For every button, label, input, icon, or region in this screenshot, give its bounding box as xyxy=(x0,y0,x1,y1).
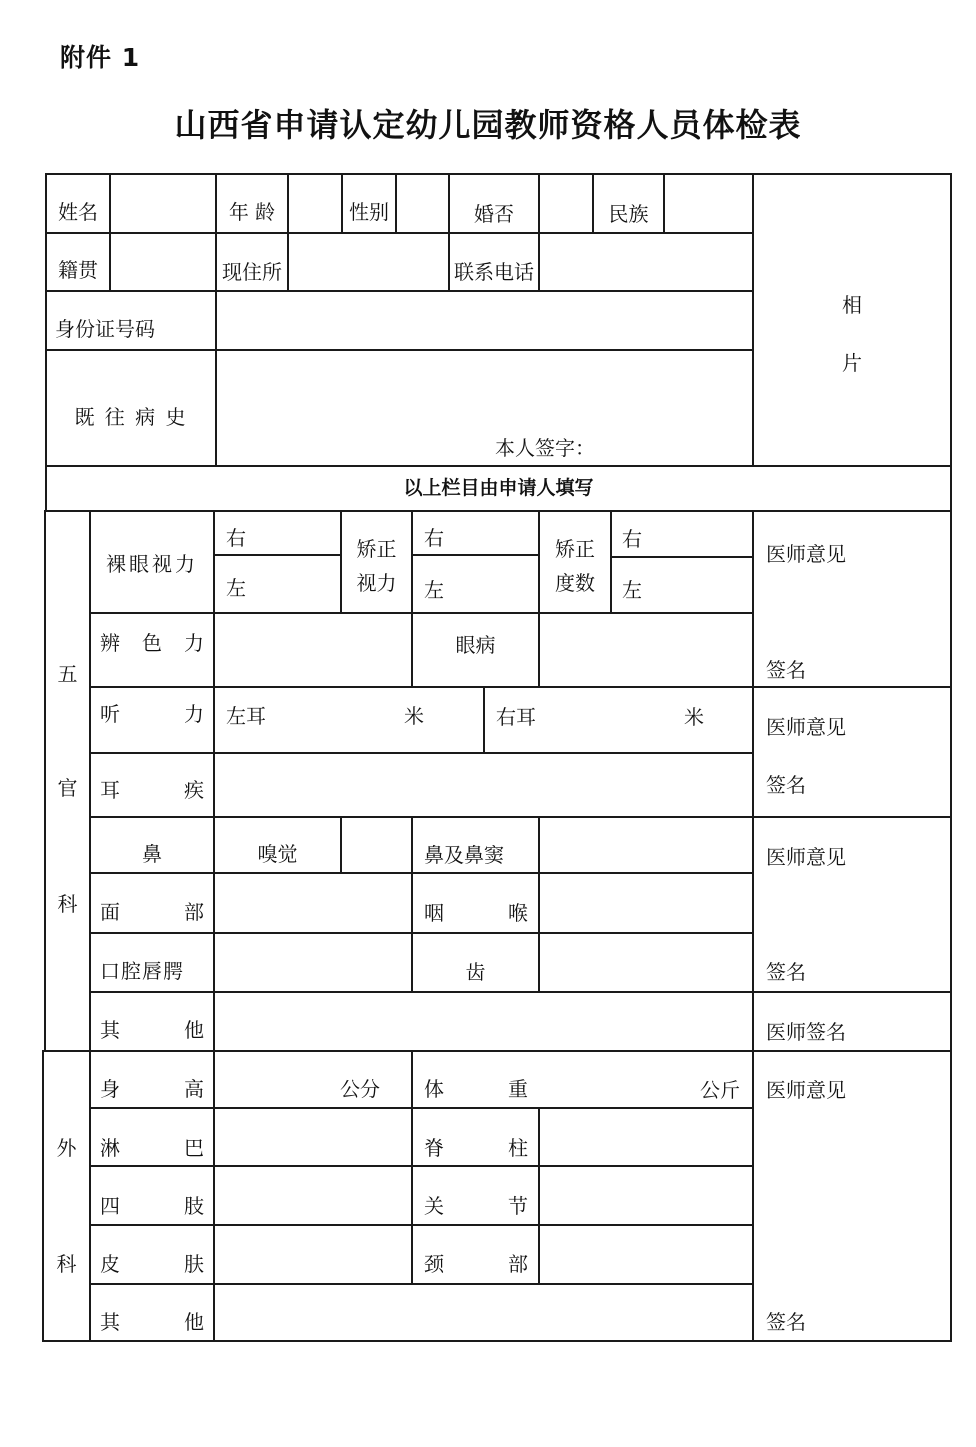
height-label xyxy=(100,1077,204,1101)
nose-doctor-opinion-label: 医师意见 xyxy=(766,845,846,869)
vision-doctor-sign-label: 签名 xyxy=(766,658,806,682)
skin-label xyxy=(100,1252,204,1276)
weight-char-2: 重 xyxy=(508,1077,528,1101)
age-label: 年 龄 xyxy=(228,200,276,224)
corrected-vision-label-2: 视力 xyxy=(356,571,397,595)
waike-other-char-1: 其 xyxy=(100,1310,120,1334)
other-doctor-sign-label: 医师签名 xyxy=(766,1020,846,1044)
color-vision-char-2: 色 xyxy=(142,631,162,655)
wuguan-other-char-2: 他 xyxy=(184,1018,204,1042)
lymph-label xyxy=(100,1136,204,1160)
eye-disease-label: 眼病 xyxy=(455,633,496,657)
joints-label xyxy=(424,1194,528,1218)
waike-label-1: 外 xyxy=(56,1136,77,1160)
degree-right-label: 右 xyxy=(622,527,642,551)
lymph-char-1: 淋 xyxy=(100,1136,120,1160)
teeth-label: 齿 xyxy=(465,960,486,984)
medical-history-label: 既 往 病 史 xyxy=(74,405,188,429)
hearing-char-2: 力 xyxy=(184,702,204,726)
corrected-degree-label-2: 度数 xyxy=(555,571,595,595)
degree-left-label: 左 xyxy=(622,578,642,602)
corrected-vision-label-1: 矫正 xyxy=(356,537,397,561)
native-place-label: 籍贯 xyxy=(58,258,98,282)
neck-label xyxy=(424,1252,528,1276)
corrected-degree-label-1: 矫正 xyxy=(555,537,595,561)
color-vision-char-1: 辨 xyxy=(100,631,120,655)
marital-label: 婚否 xyxy=(474,202,514,226)
face-label xyxy=(100,900,204,924)
wuguan-label-3: 科 xyxy=(57,892,78,916)
height-unit-label: 公分 xyxy=(340,1077,380,1101)
nose-doctor-sign-label: 签名 xyxy=(766,960,806,984)
lymph-char-2: 巴 xyxy=(184,1136,204,1160)
weight-unit-label: 公斤 xyxy=(700,1078,740,1102)
neck-char-2: 部 xyxy=(508,1252,528,1276)
wuguan-other-label xyxy=(100,1018,204,1042)
naked-left-label: 左 xyxy=(226,576,246,600)
throat-char-1: 咽 xyxy=(424,901,444,925)
photo-label-2: 片 xyxy=(842,351,862,375)
applicant-fill-note: 以上栏目由申请人填写 xyxy=(403,477,594,499)
phone-label: 联系电话 xyxy=(454,260,534,284)
ear-disease-char-1: 耳 xyxy=(100,778,120,802)
waike-other-label xyxy=(100,1310,204,1334)
naked-right-label: 右 xyxy=(226,526,246,550)
hearing-doctor-sign-label: 签名 xyxy=(766,773,806,797)
smell-label: 嗅觉 xyxy=(257,842,298,866)
hearing-label xyxy=(100,702,204,726)
left-ear-meter-label: 米 xyxy=(404,704,424,728)
throat-label xyxy=(424,901,528,925)
weight-label xyxy=(424,1077,528,1101)
surgery-doctor-sign-label: 签名 xyxy=(766,1310,806,1334)
spine-label xyxy=(424,1136,528,1160)
sinus-label: 鼻及鼻窦 xyxy=(424,843,504,867)
ear-disease-label xyxy=(100,778,204,802)
form-title: 山西省申请认定幼儿园教师资格人员体检表 xyxy=(174,106,802,144)
photo-label-1: 相 xyxy=(842,293,862,317)
wuguan-other-char-1: 其 xyxy=(100,1018,120,1042)
gender-label: 性别 xyxy=(349,200,389,224)
limbs-char-2: 肢 xyxy=(184,1194,204,1218)
height-char-2: 高 xyxy=(184,1077,204,1101)
wuguan-label-1: 五 xyxy=(57,662,78,686)
color-vision-char-3: 力 xyxy=(184,631,204,655)
weight-char-1: 体 xyxy=(424,1077,444,1101)
throat-char-2: 喉 xyxy=(508,901,528,925)
face-char-1: 面 xyxy=(100,900,120,924)
surgery-doctor-opinion-label: 医师意见 xyxy=(766,1078,846,1102)
right-ear-label: 右耳 xyxy=(496,705,536,729)
nose-label: 鼻 xyxy=(142,842,162,866)
face-char-2: 部 xyxy=(184,900,204,924)
limbs-char-1: 四 xyxy=(100,1194,120,1218)
id-number-label: 身份证号码 xyxy=(55,317,155,341)
ethnicity-label: 民族 xyxy=(608,202,649,226)
attachment-label: 附件 1 xyxy=(60,43,141,72)
vision-doctor-opinion-label: 医师意见 xyxy=(766,542,846,566)
spine-char-1: 脊 xyxy=(424,1136,444,1160)
limbs-label xyxy=(100,1194,204,1218)
corrected-left-label: 左 xyxy=(424,578,444,602)
applicant-signature-label: 本人签字： xyxy=(495,436,595,460)
joints-char-2: 节 xyxy=(508,1194,528,1218)
left-ear-label: 左耳 xyxy=(226,704,266,728)
spine-char-2: 柱 xyxy=(508,1136,528,1160)
joints-char-1: 关 xyxy=(424,1194,444,1218)
mouth-label: 口腔唇腭 xyxy=(100,959,184,983)
right-ear-meter-label: 米 xyxy=(684,705,704,729)
skin-char-1: 皮 xyxy=(100,1252,120,1276)
name-label: 姓名 xyxy=(58,200,98,224)
naked-vision-label: 裸眼视力 xyxy=(106,552,198,576)
hearing-doctor-opinion-label: 医师意见 xyxy=(766,715,846,739)
neck-char-1: 颈 xyxy=(424,1252,444,1276)
wuguan-label-2: 官 xyxy=(57,776,78,800)
hearing-char-1: 听 xyxy=(100,702,120,726)
skin-char-2: 肤 xyxy=(184,1252,204,1276)
corrected-right-label: 右 xyxy=(424,526,444,550)
ear-disease-char-2: 疾 xyxy=(184,778,204,802)
residence-label: 现住所 xyxy=(222,260,282,284)
waike-label-2: 科 xyxy=(56,1252,77,1276)
waike-other-char-2: 他 xyxy=(184,1310,204,1334)
height-char-1: 身 xyxy=(100,1077,120,1101)
color-vision-label xyxy=(100,631,204,655)
